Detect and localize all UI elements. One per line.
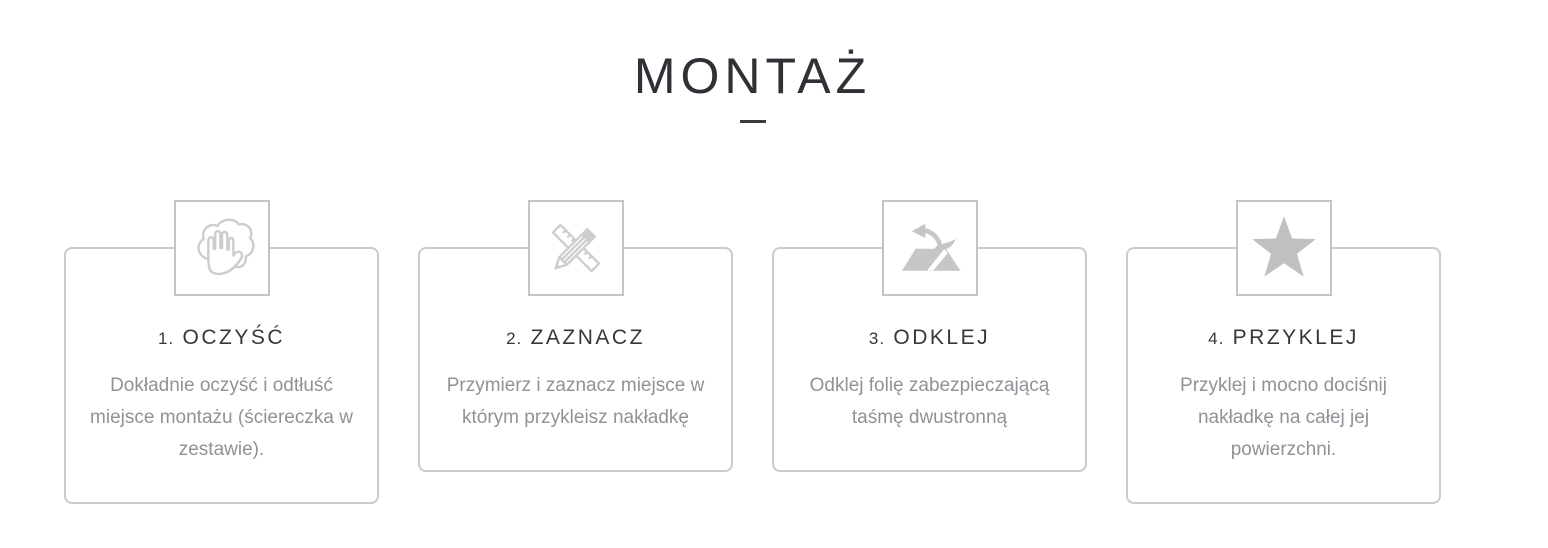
step-4-icon-box — [1236, 200, 1332, 296]
step-2-description: Przymierz i zaznacz miejsce w którym przykleisz nakładkę — [446, 375, 705, 428]
step-3-title — [796, 325, 1063, 352]
step-1-title — [88, 325, 355, 352]
step-4-title — [1150, 325, 1417, 352]
step-4-number: 4. — [1208, 329, 1225, 348]
step-card-oczysc — [64, 247, 379, 504]
step-1-title-text: OCZYŚĆ — [182, 326, 286, 349]
step-1-number: 1. — [157, 329, 175, 348]
title-underline — [740, 120, 766, 123]
step-3-icon-box — [882, 200, 978, 296]
step-2-title-text: ZAZNACZ — [530, 326, 645, 349]
step-3-number: 3. — [868, 329, 886, 348]
step-3-title-text: ODKLEJ — [893, 326, 991, 349]
wipe-hand-icon — [184, 210, 260, 286]
step-2-title — [442, 325, 709, 352]
step-card-przyklej — [1126, 247, 1441, 504]
peel-film-icon — [892, 210, 968, 286]
page-title: MONTAŻ — [633, 48, 872, 104]
ruler-pencil-icon — [538, 210, 614, 286]
step-1-description: Dokładnie oczyść i odtłuść miejsce montażu (ściereczka w zestawie). — [90, 375, 353, 460]
step-1-icon-box — [174, 200, 270, 296]
step-card-odklej — [772, 247, 1087, 472]
step-4-description: Przyklej i mocno dociśnij nakładkę na całej jej powierzchni. — [1180, 375, 1387, 460]
step-card-zaznacz — [418, 247, 733, 472]
step-3-description: Odklej folię zabezpieczającą taśmę dwustronną — [809, 375, 1050, 428]
step-2-icon-box — [528, 200, 624, 296]
star-icon — [1246, 210, 1322, 286]
step-2-number: 2. — [506, 329, 523, 348]
steps-row — [0, 247, 1505, 504]
step-4-title-text: PRZYKLEJ — [1232, 326, 1359, 349]
